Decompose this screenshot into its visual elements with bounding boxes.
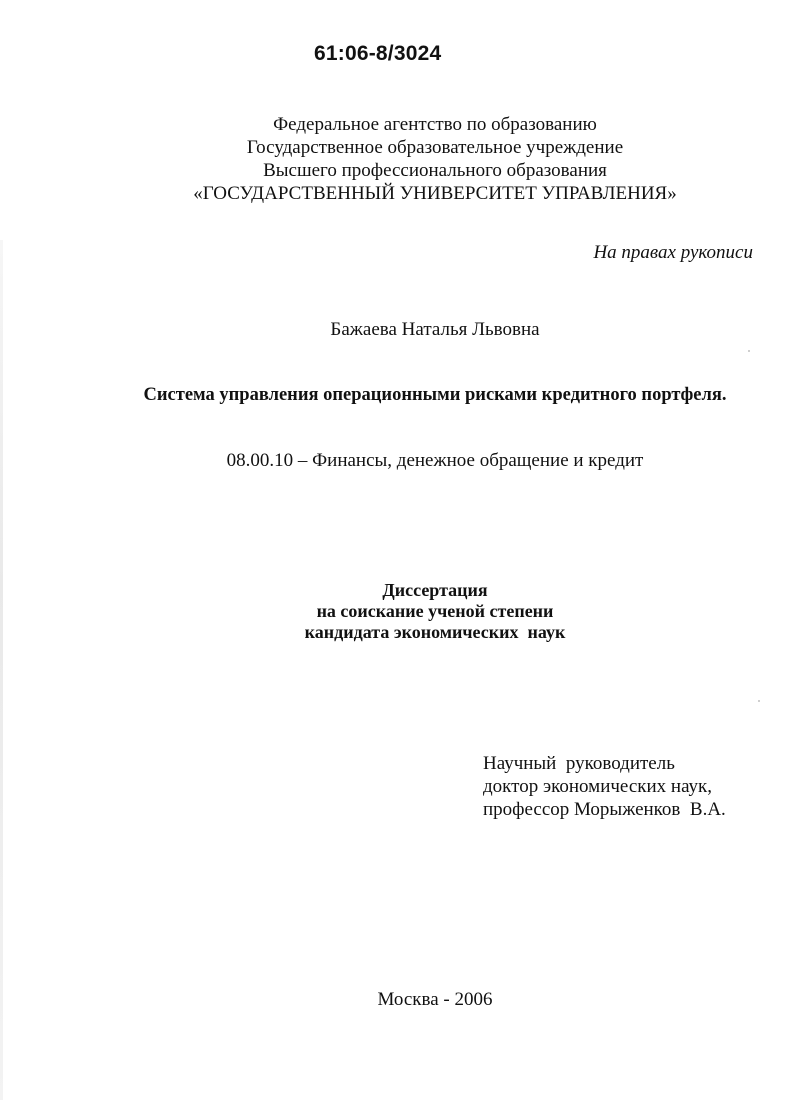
institution-line: Федеральное агентство по образованию <box>273 114 597 135</box>
scan-edge-shadow <box>0 240 3 1100</box>
supervisor-line: Научный руководитель <box>483 753 675 774</box>
author-name: Бажаева Наталья Львовна <box>330 319 540 340</box>
manuscript-note: На правах рукописи <box>593 242 753 263</box>
institution-line: Государственное образовательное учреждение <box>246 137 624 158</box>
supervisor-line: профессор Морыженков В.А. <box>483 799 726 820</box>
institution-header <box>0 113 793 205</box>
degree-line: на соискание ученой степени <box>316 601 554 621</box>
supervisor-block <box>483 752 726 821</box>
scan-speck <box>758 700 760 702</box>
catalog-number: 61:06-8/3024 <box>314 42 442 65</box>
scan-speck <box>748 350 750 352</box>
supervisor-line: доктор экономических наук, <box>483 776 713 797</box>
specialty-code: 08.00.10 – Финансы, денежное обращение и кредит <box>226 450 644 471</box>
city-year: Москва - 2006 <box>377 989 493 1010</box>
university-name: «ГОСУДАРСТВЕННЫЙ УНИВЕРСИТЕТ УПРАВЛЕНИЯ» <box>193 183 677 204</box>
degree-block <box>0 580 793 643</box>
dissertation-title: Система управления операционными рисками кредитного портфеля. <box>143 385 727 405</box>
degree-line: Диссертация <box>382 580 488 600</box>
degree-line: кандидата экономических наук <box>304 622 566 642</box>
institution-line: Высшего профессионального образования <box>263 160 607 181</box>
